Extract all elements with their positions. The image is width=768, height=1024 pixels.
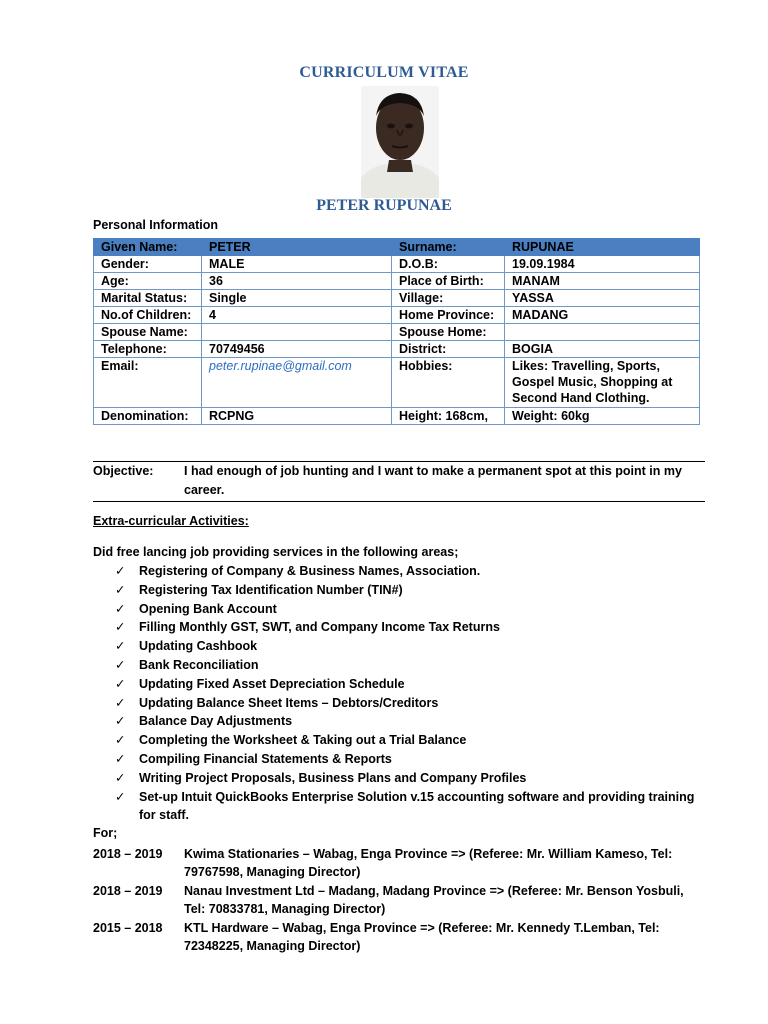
list-item: ✓ Bank Reconciliation [93,656,705,675]
field-value: RCPNG [202,408,392,425]
field-value [202,324,392,341]
field-value: PETER [202,239,392,256]
field-label: Age: [94,273,202,290]
table-row [94,239,700,256]
field-value [505,324,700,341]
field-value: 70749456 [202,341,392,358]
list-item: ✓ Filling Monthly GST, SWT, and Company Income Tax Returns [93,618,705,637]
job-entry [93,845,705,882]
field-label: No.of Children: [94,307,202,324]
list-item: ✓ Opening Bank Account [93,600,705,619]
field-label: Email: [94,358,202,408]
field-value: 19.09.1984 [505,256,700,273]
check-icon: ✓ [115,751,126,766]
field-value: YASSA [505,290,700,307]
field-label: Spouse Home: [392,324,505,341]
list-item: ✓ Updating Balance Sheet Items – Debtors/Creditors [93,694,705,713]
job-description: KTL Hardware – Wabag, Enga Province => (Referee: Mr. Kennedy T.Lemban, Tel: 72348225, Managing Director) [184,921,660,953]
job-years: 2015 – 2018 [93,921,163,935]
field-value: Weight: 60kg [505,408,700,425]
check-icon: ✓ [115,564,126,578]
field-label: Denomination: [94,408,202,425]
divider [93,501,705,502]
field-label: Spouse Name: [94,324,202,341]
objective-label: Objective: [93,464,154,478]
services-list [93,562,705,825]
field-label: Telephone: [94,341,202,358]
list-item: ✓ Set-up Intuit QuickBooks Enterprise Solution v.15 accounting software and providing training for staff. [115,789,695,823]
list-item: ✓ Compiling Financial Statements & Reports [93,750,705,769]
list-item: ✓ Writing Project Proposals, Business Plans and Company Profiles [93,769,705,788]
check-icon: ✓ [115,714,126,729]
job-entry [93,919,705,956]
job-description: Kwima Stationaries – Wabag, Enga Province => (Referee: Mr. William Kameso, Tel: 79767598, Managing Director) [184,847,673,879]
list-item: ✓ Registering Tax Identification Number (TIN#) [93,581,705,600]
field-label: Surname: [392,239,505,256]
field-value: 4 [202,307,392,324]
field-value: MANAM [505,273,700,290]
personal-info-heading: Personal Information [93,218,219,232]
profile-photo [361,86,439,198]
list-item: ✓ Completing the Worksheet & Taking out a Trial Balance [93,731,705,750]
table-row [94,307,700,324]
field-label: District: [392,341,505,358]
field-value: MALE [202,256,392,273]
table-row [94,273,700,290]
job-description: Nanau Investment Ltd – Madang, Madang Province => (Referee: Mr. Benson Yosbuli, Tel: 70833781, Managing Director) [184,884,684,916]
field-value: MADANG [505,307,700,324]
field-label: D.O.B: [392,256,505,273]
extra-curricular-heading: Extra-curricular Activities: [93,514,249,528]
table-row [94,408,700,425]
email-link[interactable]: peter.rupinae@gmail.com [202,358,392,408]
table-row [94,358,700,408]
list-item: ✓ Updating Cashbook [93,637,705,656]
document-title: CURRICULUM VITAE [299,64,469,81]
field-label: Height: 168cm, [392,408,505,425]
table-row [94,290,700,307]
check-icon: ✓ [115,657,126,672]
check-icon: ✓ [115,620,126,635]
person-name: PETER RUPUNAE [316,197,452,214]
for-label: For; [93,826,118,840]
field-label: Hobbies: [392,358,505,408]
check-icon: ✓ [115,676,126,691]
check-icon: ✓ [115,770,126,785]
field-label: Given Name: [94,239,202,256]
job-years: 2018 – 2019 [93,847,163,861]
check-icon: ✓ [115,601,126,616]
field-value: 36 [202,273,392,290]
services-intro: Did free lancing job providing services in the following areas; [93,545,459,559]
field-label: Village: [392,290,505,307]
field-value: Likes: Travelling, Sports, Gospel Music, Shopping at Second Hand Clothing. [505,358,700,408]
list-item: ✓ Balance Day Adjustments [93,712,705,731]
field-value: Single [202,290,392,307]
check-icon: ✓ [115,789,126,804]
objective-text: I had enough of job hunting and I want to make a permanent spot at this point in my career. [184,464,682,497]
job-years: 2018 – 2019 [93,884,163,898]
table-row [94,256,700,273]
list-item: ✓ Updating Fixed Asset Depreciation Schedule [93,675,705,694]
table-row [94,341,700,358]
field-label: Marital Status: [94,290,202,307]
job-entry [93,882,705,919]
field-label: Home Province: [392,307,505,324]
check-icon: ✓ [115,733,126,748]
field-value: RUPUNAE [505,239,700,256]
field-value: BOGIA [505,341,700,358]
check-icon: ✓ [115,582,126,597]
check-icon: ✓ [115,639,126,654]
list-item: ✓ Registering of Company & Business Names, Association. [93,562,705,581]
job-history [93,845,705,956]
field-label: Place of Birth: [392,273,505,290]
field-label: Gender: [94,256,202,273]
table-row [94,324,700,341]
personal-info-table [93,238,700,425]
check-icon: ✓ [115,695,126,710]
